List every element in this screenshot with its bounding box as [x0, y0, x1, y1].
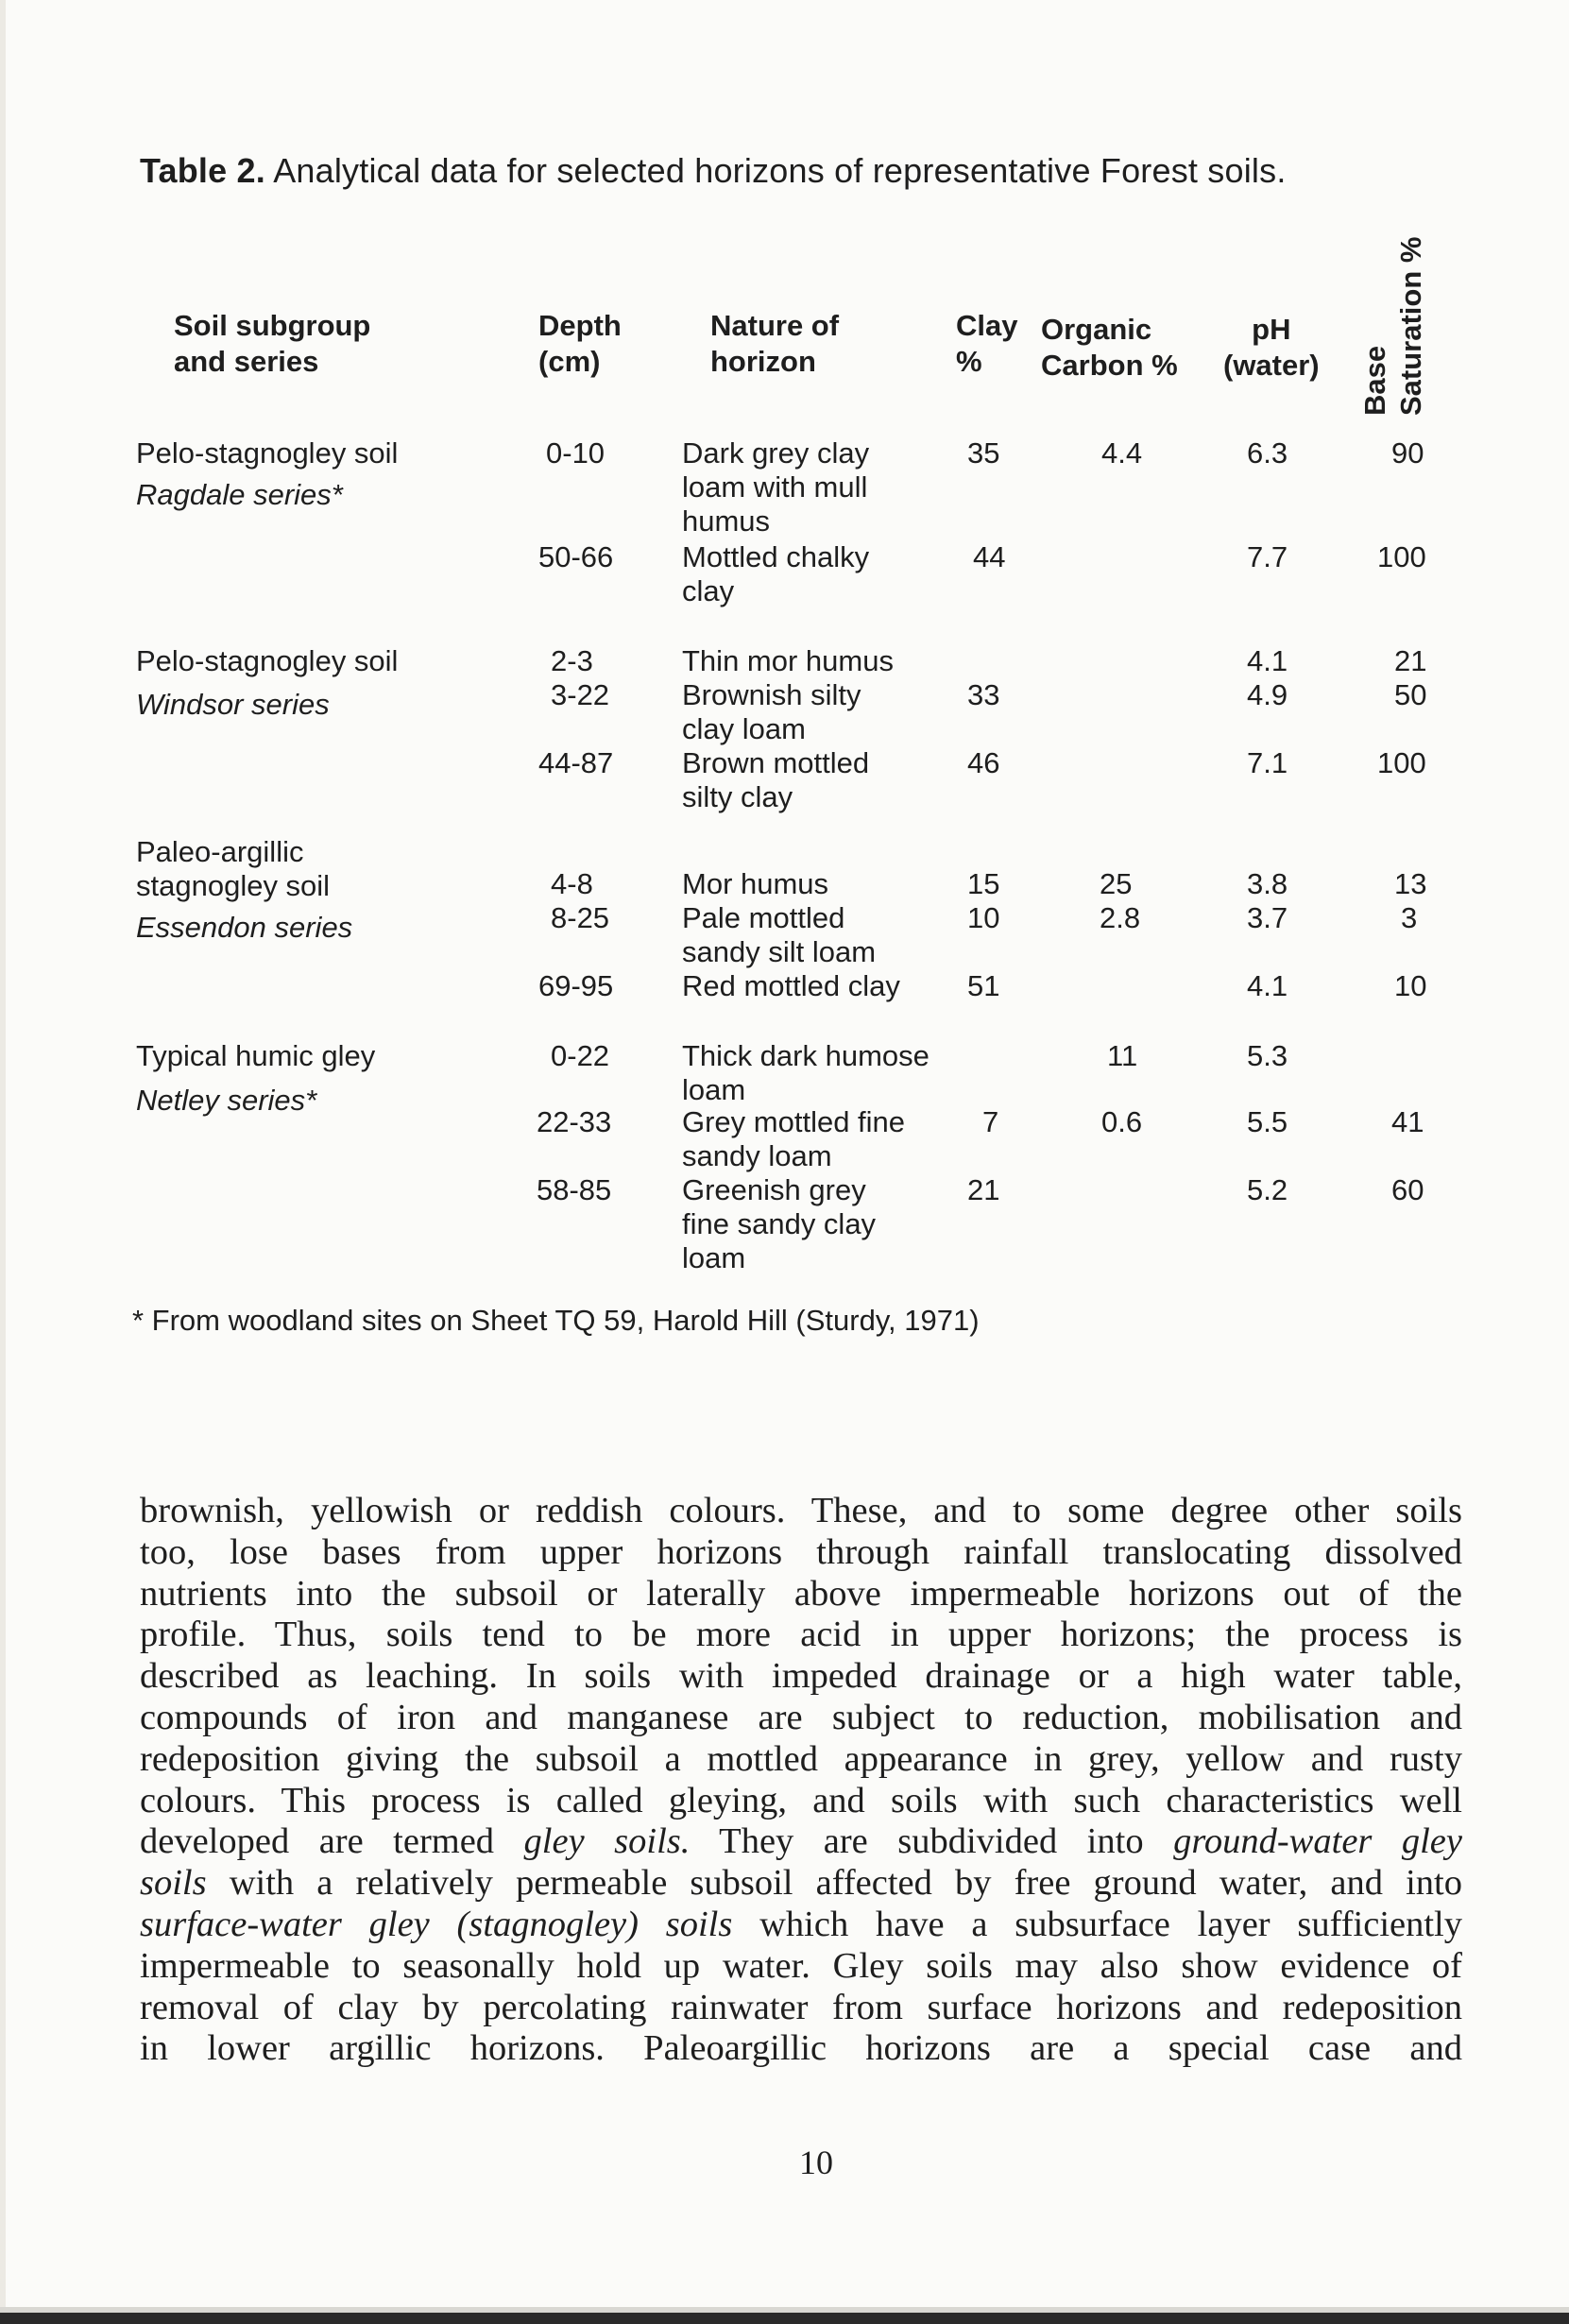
base-cell: 10	[1394, 969, 1427, 1002]
nature-cell	[682, 867, 828, 901]
clay-cell: 44	[973, 540, 1006, 573]
nature-line: Pale mottled	[682, 901, 845, 934]
nature-line: clay loam	[682, 712, 806, 745]
header-base-line1: Base	[1358, 345, 1391, 416]
nature-cell	[682, 436, 869, 538]
soil-series: Ragdale series*	[136, 478, 343, 511]
nature-line: Grey mottled fine	[682, 1105, 906, 1138]
ph-cell: 3.8	[1247, 867, 1288, 900]
ph-cell: 5.2	[1247, 1173, 1288, 1206]
header-nature	[710, 308, 839, 380]
base-cell: 21	[1394, 644, 1427, 677]
soil-series: Netley series*	[136, 1084, 317, 1117]
header-depth-line2: (cm)	[538, 345, 601, 378]
page-number: 10	[799, 2144, 833, 2181]
body-text-run: which have a subsurface layer sufficiently	[732, 1904, 1463, 1944]
table-caption-text: Analytical data for selected horizons of representative Forest soils.	[264, 151, 1287, 190]
nature-cell	[682, 746, 869, 814]
base-cell: 13	[1394, 867, 1427, 900]
nature-cell	[682, 1173, 876, 1275]
nature-cell	[682, 678, 861, 746]
body-line: redeposition giving the subsoil a mottled appearance in grey, yellow and rusty	[140, 1738, 1462, 1779]
clay-cell: 46	[967, 746, 1000, 779]
base-cell: 3	[1401, 901, 1418, 934]
body-line	[140, 1821, 1462, 1863]
depth-cell: 50-66	[538, 540, 614, 573]
body-line: compounds of iron and manganese are subject to reduction, mobilisation and	[140, 1697, 1462, 1737]
nature-line: Thin mor humus	[682, 644, 894, 677]
header-clay-line1: Clay	[956, 309, 1018, 342]
header-soil-line1: Soil subgroup	[174, 309, 371, 342]
body-term-soils: soils	[140, 1863, 207, 1904]
page-edge	[0, 0, 6, 2324]
nature-line: Mottled chalky	[682, 540, 870, 573]
nature-line: Thick dark humose	[682, 1039, 929, 1072]
nature-cell	[682, 969, 900, 1003]
ph-cell: 3.7	[1247, 901, 1288, 934]
header-organic	[1041, 312, 1178, 384]
soil-series: Windsor series	[136, 688, 330, 721]
ph-cell: 4.9	[1247, 678, 1288, 711]
depth-cell: 3-22	[551, 678, 610, 711]
header-soil	[174, 308, 370, 380]
soil-subgroup-line: stagnogley soil	[136, 869, 331, 902]
nature-cell	[682, 644, 894, 678]
table-caption	[140, 151, 1287, 191]
depth-cell: 58-85	[537, 1173, 612, 1206]
nature-line: loam	[682, 1241, 746, 1274]
organic-cell: 11	[1107, 1039, 1138, 1072]
header-organic-line1: Organic	[1041, 313, 1152, 346]
header-depth-line1: Depth	[538, 309, 622, 342]
nature-line: Greenish grey	[682, 1173, 866, 1206]
table-footnote: * From woodland sites on Sheet TQ 59, Harold Hill (Sturdy, 1971)	[132, 1304, 980, 1337]
header-organic-line2: Carbon %	[1041, 349, 1178, 382]
soil-subgroup: Typical humic gley	[136, 1039, 376, 1072]
page-bottom-edge	[0, 2313, 1569, 2324]
organic-cell: 0.6	[1101, 1105, 1143, 1138]
body-line	[140, 1863, 1462, 1905]
body-text-run: They are subdivided into	[690, 1821, 1174, 1862]
body-line: profile. Thus, soils tend to be more acid in upper horizons; the process is	[140, 1615, 1462, 1655]
header-base-line2: Saturation %	[1394, 236, 1427, 416]
depth-cell: 69-95	[538, 969, 614, 1002]
nature-line: fine sandy clay	[682, 1207, 877, 1240]
header-soil-line2: and series	[174, 345, 319, 378]
ph-cell: 5.3	[1247, 1039, 1288, 1072]
body-term-gley-soils: gley soils.	[523, 1821, 691, 1862]
depth-cell: 8-25	[551, 901, 610, 934]
nature-line: humus	[682, 504, 771, 538]
nature-line: clay	[682, 574, 735, 607]
soil-subgroup: Pelo-stagnogley soil	[136, 436, 399, 470]
depth-cell: 0-22	[551, 1039, 610, 1072]
clay-cell: 21	[967, 1173, 1000, 1206]
nature-line: silty clay	[682, 780, 793, 813]
header-ph	[1223, 312, 1320, 384]
organic-cell: 2.8	[1100, 901, 1141, 934]
header-nature-line1: Nature of	[710, 309, 840, 342]
clay-cell: 33	[967, 678, 1000, 711]
base-cell: 100	[1377, 746, 1426, 779]
header-clay-line2: %	[956, 345, 982, 378]
body-line: colours. This process is called gleying, and soils with such characteristics well	[140, 1780, 1462, 1820]
clay-cell: 51	[967, 969, 1000, 1002]
nature-line: Brownish silty	[682, 678, 861, 711]
nature-line: sandy loam	[682, 1139, 832, 1172]
nature-line: Mor humus	[682, 867, 829, 900]
nature-cell	[682, 1039, 929, 1107]
base-cell: 50	[1394, 678, 1427, 711]
header-clay	[956, 308, 1017, 380]
depth-cell: 4-8	[551, 867, 593, 900]
header-nature-line2: horizon	[710, 345, 816, 378]
clay-cell: 7	[982, 1105, 999, 1138]
depth-cell: 44-87	[538, 746, 614, 779]
nature-line: loam with mull	[682, 470, 868, 504]
base-cell: 60	[1391, 1173, 1424, 1206]
header-depth	[538, 308, 622, 380]
nature-cell	[682, 1105, 905, 1173]
header-ph-line1: pH	[1252, 313, 1291, 346]
soil-subgroup	[136, 835, 330, 903]
depth-cell: 2-3	[551, 644, 593, 677]
base-cell: 100	[1377, 540, 1426, 573]
nature-line: Brown mottled	[682, 746, 870, 779]
body-line: brownish, yellowish or reddish colours. These, and to some degree other soils	[140, 1491, 1462, 1530]
body-line: too, lose bases from upper horizons through rainfall translocating dissolved	[140, 1531, 1462, 1572]
depth-cell: 22-33	[537, 1105, 612, 1138]
soil-subgroup-line: Paleo-argillic	[136, 835, 304, 868]
clay-cell: 10	[967, 901, 1000, 934]
soil-subgroup: Pelo-stagnogley soil	[136, 644, 399, 677]
ph-cell: 6.3	[1247, 436, 1288, 470]
nature-line: Dark grey clay	[682, 436, 870, 470]
header-ph-line2: (water)	[1223, 349, 1320, 382]
body-paragraph	[140, 1491, 1462, 2070]
nature-cell	[682, 540, 869, 608]
organic-cell: 25	[1100, 867, 1133, 900]
header-base-saturation	[1357, 237, 1429, 416]
base-cell: 41	[1391, 1105, 1424, 1138]
body-line	[140, 1905, 1462, 1946]
soil-series: Essendon series	[136, 911, 353, 944]
body-term-surface-water-gley: surface-water gley (stagnogley) soils	[140, 1904, 733, 1944]
clay-cell: 35	[967, 436, 1000, 470]
ph-cell: 5.5	[1247, 1105, 1288, 1138]
body-line: removal of clay by percolating rainwater from surface horizons and redeposition	[140, 1987, 1462, 2027]
body-line: impermeable to seasonally hold up water. Gley soils may also show evidence of	[140, 1945, 1462, 1986]
body-line: described as leaching. In soils with impeded drainage or a high water table,	[140, 1656, 1462, 1697]
ph-cell: 7.7	[1247, 540, 1288, 573]
body-text-run: with a relatively permeable subsoil affected by free ground water, and into	[206, 1863, 1462, 1904]
base-cell: 90	[1391, 436, 1424, 470]
clay-cell: 15	[967, 867, 1000, 900]
nature-line: sandy silt loam	[682, 935, 877, 968]
depth-cell: 0-10	[546, 436, 605, 470]
nature-line: loam	[682, 1073, 746, 1106]
body-term-ground-water-gley: ground-water gley	[1173, 1821, 1462, 1862]
table-caption-label: Table 2.	[140, 151, 265, 190]
ph-cell: 4.1	[1247, 969, 1288, 1002]
nature-line: Red mottled clay	[682, 969, 900, 1002]
body-text-run: developed are termed	[140, 1821, 524, 1862]
ph-cell: 4.1	[1247, 644, 1288, 677]
ph-cell: 7.1	[1247, 746, 1288, 779]
nature-cell	[682, 901, 876, 969]
body-line: in lower argillic horizons. Paleoargillic horizons are a special case and	[140, 2028, 1462, 2069]
body-line: nutrients into the subsoil or laterally above impermeable horizons out of the	[140, 1573, 1462, 1614]
organic-cell: 4.4	[1101, 436, 1143, 470]
